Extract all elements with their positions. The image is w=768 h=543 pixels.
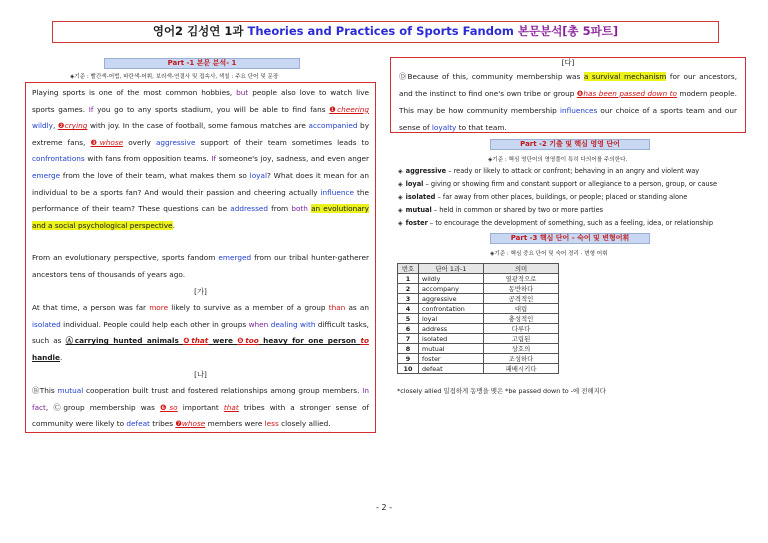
table-row: 2 accompany 동반하다 [398, 284, 559, 294]
table-row: 10 defeat 패배시키다 [398, 364, 559, 374]
part1-banner: Part -1 본문 분석- 1 [104, 58, 300, 69]
definition-item: ◈ foster – to encourage the development of something, such as a feeling, idea, or relationship [398, 219, 714, 227]
table-row: 6 address 다루다 [398, 324, 559, 334]
passage-right-box [390, 57, 746, 133]
part3-criteria: ◈기준 : 핵심 중요 단어 및 숙어 정리 · 변형 어휘 [490, 251, 608, 257]
page-number: - 2 - [376, 503, 392, 512]
paragraph-3: At that time, a person was far more likely to survive as a member of a group than as an isolated individual. People could help each other in groups when dealing with difficult tasks, such as Ⓐcarrying hunted animals ❹that were ❺too heavy for one person to handle. [32, 303, 369, 362]
vocab-table [397, 263, 559, 374]
paragraph-2: From an evolutionary perspective, sports fandom emerged from our tribal hunter-gatherer ancestors tens of thousands of years ago. [32, 253, 369, 279]
document-title [52, 21, 719, 43]
vocab-note: *closely allied 밀접하게 동맹을 맺은 *be passed down to -에 전해지다 [397, 387, 606, 395]
part2-criteria: ◈기준 : 핵심 영단어의 영영풀이 특히 다의어를 주의한다. [488, 157, 628, 163]
title-prefix: 영어2 김성연 1과 [152, 24, 248, 38]
definition-item: ◈ aggressive – ready or likely to attack or confront; behaving in an angry and violent way [398, 167, 700, 175]
definition-item: ◈ loyal – giving or showing firm and constant support or allegiance to a person, group, or cause [398, 180, 718, 188]
definition-item: ◈ mutual – held in common or shared by two or more parties [398, 206, 604, 214]
title-main: Theories and Practices of Sports Fandom [247, 24, 514, 38]
table-header-row: 번호 단어 1과-1 의미 [398, 264, 559, 274]
table-row: 5 loyal 충성적인 [398, 314, 559, 324]
table-row: 8 mutual 상호의 [398, 344, 559, 354]
table-row: 4 confrontation 대립 [398, 304, 559, 314]
paragraph-5: ⒹBecause of this, community membership was a survival mechanism for our ancestors, and the instinct to find one's own tribe or group ❽has been passed down to modern people. This may be how community membership influences our choice of a sports team and our sense of loyalty to that team. [399, 72, 738, 132]
passage-left-box [25, 82, 376, 433]
table-row: 7 isolated 고립된 [398, 334, 559, 344]
part2-banner: Part -2 기출 및 핵심 영영 단어 [490, 139, 650, 150]
table-row: 3 aggressive 공격적인 [398, 294, 559, 304]
label-na: [나] [194, 369, 207, 379]
label-ga: [가] [194, 286, 207, 296]
paragraph-1: Playing sports is one of the most common hobbies, but people also love to watch live sports games. If you go to any sports stadium, you will be able to find fans ❶cheering wildly, ❷crying with joy. In the case of football, some famous matches are accompanied by extreme fans, ❸whose overly aggressive support of their team sometimes leads to confrontations with fans from opposition teams. If someone's joy, sadness, and even anger emerge from the love of their team, what makes them so loyal? What does it mean for an individual to be a sports fan? And would their passion and cheering actually influence the performance of their team? These questions can be addressed from both an evolutionary and a social psychological perspective. [32, 88, 370, 230]
part3-banner: Part -3 핵심 단어 - 숙어 및 변형어휘 [490, 233, 650, 244]
paragraph-4: ⒷThis mutual cooperation built trust and fostered relationships among group members. In fact, Ⓒgroup membership was ❻so important that tribes with a stronger sense of community were likely to defeat tribes ❼whose members were less closely allied. [32, 386, 369, 429]
label-da: [다] [561, 58, 575, 67]
definition-list [398, 165, 748, 230]
table-row: 9 foster 조성하다 [398, 354, 559, 364]
definition-item: ◈ isolated – far away from other places, buildings, or people; placed or standing alone [398, 193, 688, 201]
table-row: 1 wildly 열광적으로 [398, 274, 559, 284]
part1-criteria: ◈기준 : 빨간색-어법, 파란색-어휘, 보라색-연결사 및 접속사, 색칠 : 주요 단어 및 문장 [70, 74, 279, 80]
title-suffix: 본문분석[총 5파트] [513, 24, 619, 38]
